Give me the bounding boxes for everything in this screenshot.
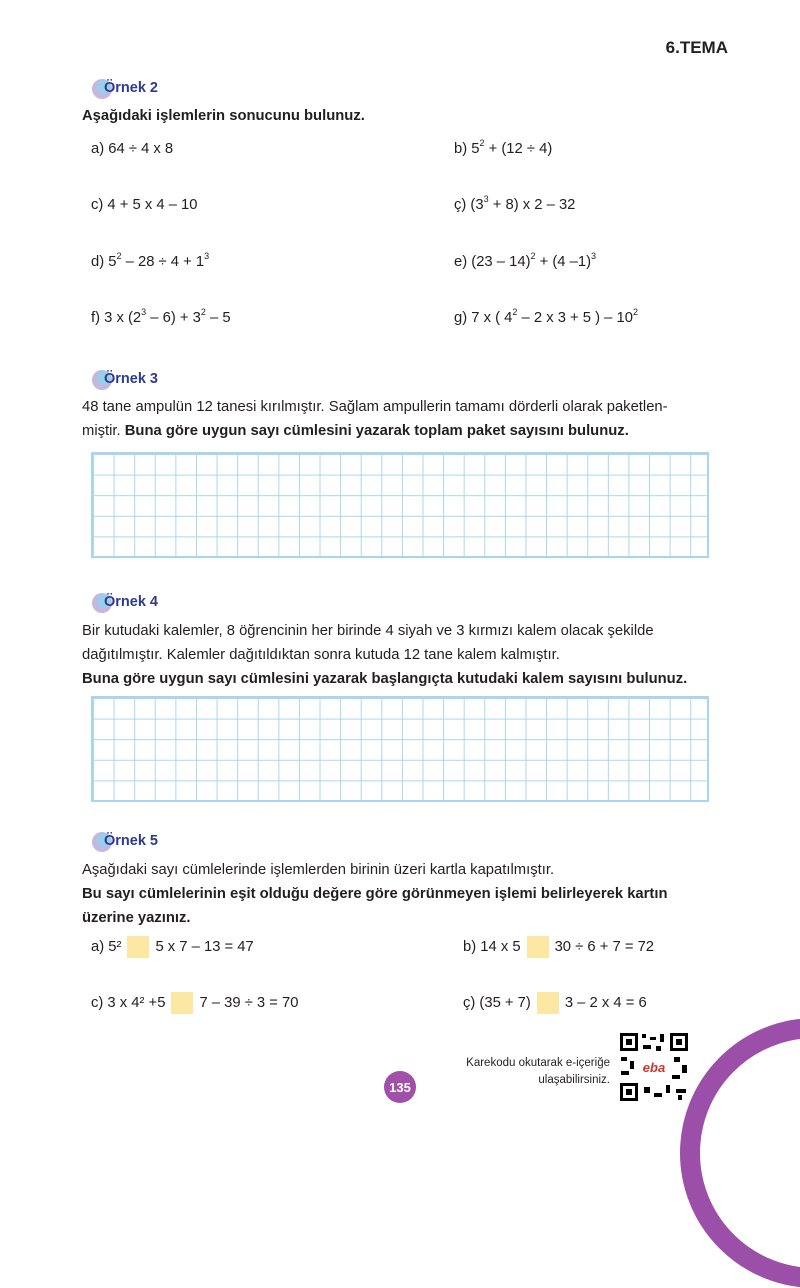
example-5-label: Örnek 5 [104, 833, 158, 849]
example-badge-icon [92, 591, 158, 613]
hidden-operation-card[interactable] [537, 992, 559, 1014]
example-badge-icon [92, 77, 158, 99]
example-3-label: Örnek 3 [104, 371, 158, 387]
example-4-heading [92, 591, 158, 613]
example-3-text: 48 tane ampulün 12 tanesi kırılmıştır. Sağlam ampullerin tamamı dörderli olarak paketlen- miştir. Buna göre uygun sayı cümlesini yazarak toplam paket sayısını bulunuz. [82, 399, 668, 439]
example-4-label: Örnek 4 [104, 594, 158, 610]
example-2-instruction: Aşağıdaki işlemlerin sonucunu bulunuz. [82, 108, 365, 124]
card-question-b: b) 14 x 5 30 ÷ 6 + 7 = 72 [463, 936, 654, 958]
example-5-text: Aşağıdaki sayı cümlelerinde işlemlerden birinin üzeri kartla kapatılmıştır. Bu sayı cümlelerinin eşit olduğu değere göre görünmeyen işlemi belirleyerek kartın üzerine yazınız. [82, 862, 668, 926]
hidden-operation-card[interactable] [527, 936, 549, 958]
card-question-cc: ç) (35 + 7) 3 – 2 x 4 = 6 [463, 992, 647, 1014]
qr-code[interactable] [618, 1031, 690, 1103]
card-question-a: a) 5² 5 x 7 – 13 = 47 [91, 936, 254, 958]
question-g: g) 7 x ( $4^2 - 2$ x 3 + 5 ) – $10^2$ [454, 307, 638, 326]
question-e: e) (23 – 14)$^2$ + (4 –1)$^3$ [454, 251, 597, 270]
question-b: b) $5^2 + (12 \div 4)$ [454, 138, 553, 157]
question-cc: ç) $(3^3 + 8)$ x 2 – 32 [454, 194, 576, 213]
example-2-label: Örnek 2 [104, 80, 158, 96]
qr-note: Karekodu okutarak e-içeriğe ulaşabilirsiniz. [466, 1057, 610, 1086]
card-question-c: c) 3 x 4² +5 7 – 39 ÷ 3 = 70 [91, 992, 298, 1014]
hidden-operation-card[interactable] [171, 992, 193, 1014]
hidden-operation-card[interactable] [127, 936, 149, 958]
question-c: c) 4 + 5 x 4 – 10 [91, 197, 198, 213]
question-d: d) $5^2 - 28 \div 4 + 1^3$ [91, 251, 210, 270]
page-number: 135 [384, 1071, 416, 1103]
qr-code-icon [618, 1031, 690, 1103]
example-5-heading [92, 830, 158, 852]
example-badge-icon [92, 830, 158, 852]
eba-logo: eba [642, 1060, 666, 1075]
answer-grid[interactable] [91, 696, 709, 802]
example-badge-icon [92, 368, 158, 390]
theme-title: 6.TEMA [665, 38, 728, 57]
example-2-heading [92, 77, 158, 99]
answer-grid[interactable] [91, 452, 709, 558]
example-3-heading [92, 368, 158, 390]
decorative-arc [680, 1018, 800, 1288]
question-a: a) 64 ÷ 4 x 8 [91, 141, 174, 157]
question-f: f) 3 x $(2^3 - 6) + 3^2 - 5$ [91, 307, 231, 326]
example-4-text: Bir kutudaki kalemler, 8 öğrencinin her birinde 4 siyah ve 3 kırmızı kalem olacak şekilde dağıtılmıştır. Kalemler dağıtıldıktan sonra kutuda 12 tane kalem kalmıştır. Buna göre uygun sayı cümlesini yazarak başlangıçta kutudaki kalem sayısını bulunuz. [82, 623, 688, 687]
